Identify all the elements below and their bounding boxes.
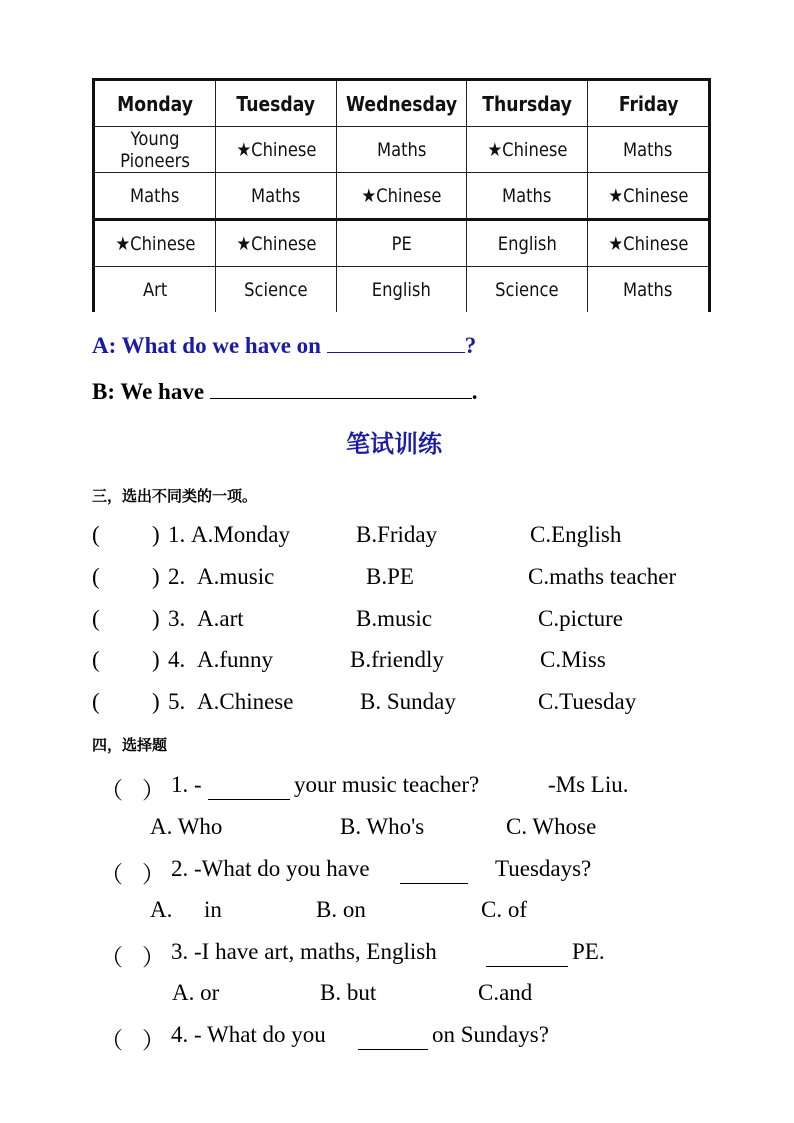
option-b: B.friendly — [350, 647, 444, 672]
section-title: 笔试训练 — [346, 430, 442, 458]
timetable-header: Tuesday — [216, 80, 337, 127]
option-a: A.funny — [197, 647, 274, 672]
option-a: A.Monday — [191, 522, 291, 547]
table-cell: ★Chinese — [588, 173, 710, 220]
option-c: C. of — [481, 897, 527, 922]
table-cell: Maths — [467, 173, 588, 220]
option-c: C.maths teacher — [528, 564, 677, 589]
table-cell: Science — [216, 267, 337, 313]
table-cell: Science — [467, 267, 588, 313]
table-row — [94, 173, 710, 220]
answer-blank[interactable] — [327, 330, 465, 353]
timetable-header-row — [94, 80, 710, 127]
option-a: A.Chinese — [197, 689, 294, 714]
table-cell: Maths — [588, 127, 710, 173]
option-b: B. but — [320, 980, 377, 1005]
answer-blank[interactable] — [210, 376, 472, 399]
option-b: B.PE — [366, 564, 414, 589]
option-b: B. on — [316, 897, 366, 922]
table-cell: Maths — [337, 127, 467, 173]
table-cell: Young Pioneers — [94, 127, 216, 173]
option-b: B.music — [356, 606, 433, 631]
table-cell: ★Chinese — [337, 173, 467, 220]
option-a: A. or — [172, 980, 220, 1005]
option-c: C.English — [530, 522, 622, 547]
option-c: C.picture — [538, 606, 623, 631]
option-c: C. Whose — [506, 814, 597, 839]
timetable-header: Friday — [588, 80, 710, 127]
answer-blank[interactable] — [208, 777, 290, 800]
answer-blank[interactable] — [400, 861, 468, 884]
table-cell: Maths — [94, 173, 216, 220]
answer-blank[interactable] — [358, 1027, 428, 1050]
option-b: B.Friday — [356, 522, 438, 547]
option-a: A. Who — [150, 814, 223, 839]
option-a-text: in — [204, 897, 222, 922]
option-c: C.Tuesday — [538, 689, 637, 714]
timetable-header: Thursday — [467, 80, 588, 127]
dialog-question: A: What do we have on ? — [92, 330, 476, 359]
table-cell: English — [337, 267, 467, 313]
table-cell: Maths — [216, 173, 337, 220]
option-b: B. Who's — [340, 814, 425, 839]
answer-blank[interactable] — [486, 944, 568, 967]
dialog-answer: B: We have . — [92, 376, 478, 405]
part4-heading: 四，选择题 — [92, 736, 168, 754]
table-cell: ★Chinese — [216, 127, 337, 173]
table-cell: ★Chinese — [467, 127, 588, 173]
option-a: A.music — [197, 564, 275, 589]
table-cell: Art — [94, 267, 216, 313]
table-row — [94, 267, 710, 313]
table-cell: English — [467, 220, 588, 267]
table-cell: ★Chinese — [588, 220, 710, 267]
option-b: B. Sunday — [360, 689, 456, 714]
table-cell: ★Chinese — [94, 220, 216, 267]
table-row — [94, 127, 710, 173]
table-row — [94, 220, 710, 267]
option-c: C.and — [478, 980, 533, 1005]
part3-heading: 三，选出不同类的一项。 — [92, 487, 258, 505]
timetable-header: Monday — [94, 80, 216, 127]
option-a: A.art — [197, 606, 244, 631]
option-c: C.Miss — [540, 647, 606, 672]
table-cell: ★Chinese — [216, 220, 337, 267]
table-cell: Maths — [588, 267, 710, 313]
option-a: A. — [150, 897, 173, 922]
timetable-header: Wednesday — [337, 80, 467, 127]
timetable — [92, 78, 711, 312]
table-cell: PE — [337, 220, 467, 267]
